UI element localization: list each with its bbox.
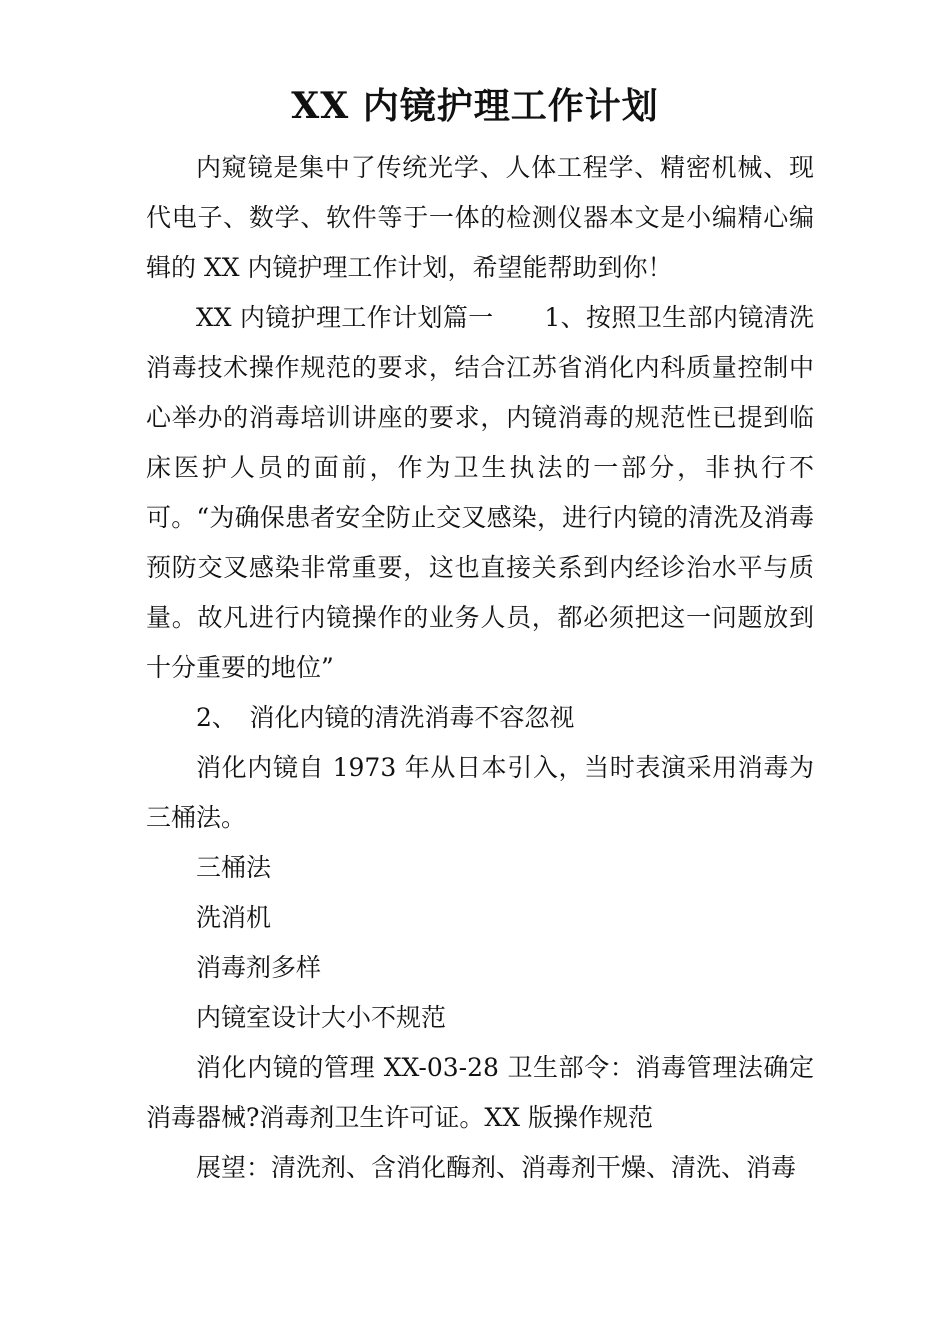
list-item-disinfectants: 消毒剂多样 [196,953,322,982]
list-item-three-bucket: 三桶法 [196,853,272,882]
paragraph-management: 消化内镜的管理 XX-03-28 卫生部令：消毒管理法确定消毒器械?消毒剂卫生许可证。XX 版操作规范 [146,1053,814,1132]
paragraph-section-one: XX 内镜护理工作计划篇一 1、按照卫生部内镜清洗消毒技术操作规范的要求，结合江苏省消化内科质量控制中心举办的消毒培训讲座的要求，内镜消毒的规范性已提到临床医护人员的面前，作为卫生执法的一部分，非执行不可。“为确保患者安全防止交叉感染，进行内镜的清洗及消毒预防交叉感染非常重要，这也直接关系到内经诊治水平与质量。故凡进行内镜操作的业务人员，都必须把这一问题放到十分重要的地位” [146,303,814,682]
paragraph-intro: 内窥镜是集中了传统光学、人体工程学、精密机械、现代电子、数学、软件等于一体的检测仪器本文是小编精心编辑的 XX 内镜护理工作计划，希望能帮助到你！ [146,153,814,282]
paragraph-history: 消化内镜自 1973 年从日本引入，当时表演采用消毒为三桶法。 [146,753,814,832]
list-item-room-design: 内镜室设计大小不规范 [196,1003,447,1032]
document-body [146,143,814,1193]
list-item-washer: 洗消机 [196,903,272,932]
paragraph-outlook: 展望：清洗剂、含消化酶剂、消毒剂干燥、清洗、消毒 [196,1153,797,1182]
paragraph-item-two: 2、 消化内镜的清洗消毒不容忽视 [196,703,575,732]
document-title: XX 内镜护理工作计划 [291,85,659,127]
